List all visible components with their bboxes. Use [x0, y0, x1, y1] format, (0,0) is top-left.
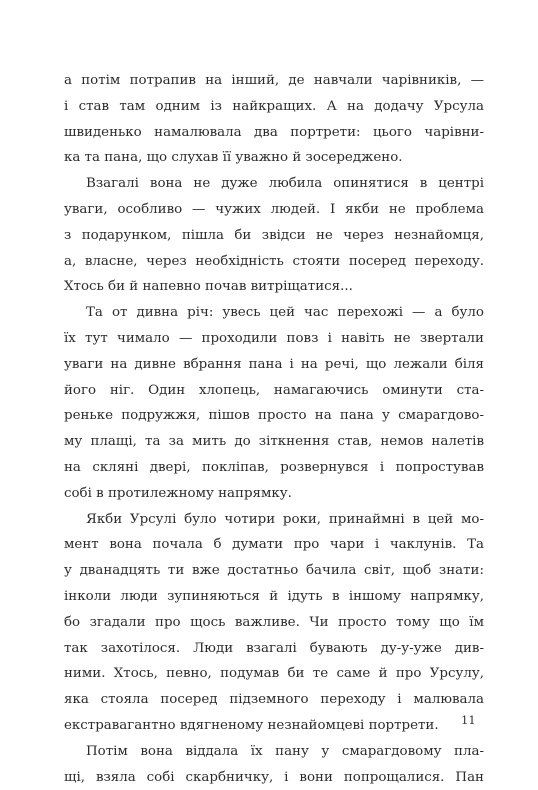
text-line: собі в протилежному напрямку. [64, 485, 292, 501]
text-line: і став там одним із найкращих. А на додачу Урсула [64, 98, 484, 114]
text-line: їх тут чимало — проходили повз і навіть не звертали [64, 330, 484, 346]
page-number: 11 [461, 713, 476, 727]
text-line: з подарунком, пішла би звідси не через незнайомця, [64, 227, 484, 243]
text-line: щі, взяла собі скарбничку, і вони попрощалися. Пан [64, 769, 484, 785]
text-line: ка та пана, що слухав її уважно й зосереджено. [64, 150, 403, 166]
text-line: Якби Урсулі було чотири роки, принаймні в цей мо- [86, 511, 484, 527]
text-line: бо згадали про щось важливе. Чи просто тому що їм [64, 614, 484, 630]
text-line: у дванадцять ти вже достатньо бачила світ, щоб знати: [64, 563, 484, 579]
text-line: мент вона почала б думати про чари і чаклунів. Та [64, 537, 484, 553]
text-line: а, власне, через необхідність стояти посеред переходу. [64, 253, 484, 269]
text-line: на скляні двері, покліпав, розвернувся і попростував [64, 459, 484, 475]
text-line: Потім вона віддала їх пану у смарагдовому пла- [86, 743, 484, 759]
text-line: так захотілося. Люди взагалі бувають ду-у-уже див- [64, 640, 484, 656]
text-line: інколи люди зупиняються й ідуть в іншому напрямку, [64, 588, 484, 604]
text-line: яка стояла посеред підземного переходу і малювала [64, 692, 484, 708]
text-line: уваги на дивне вбрання пана і на речі, що лежали біля [64, 356, 484, 372]
text-line: уваги, особливо — чужих людей. І якби не проблема [64, 201, 484, 217]
text-line: швиденько намалювала два портрети: цього чарівни- [64, 124, 484, 140]
text-line: му плащі, та за мить до зіткнення став, немов налетів [64, 434, 484, 450]
text-line: Та от дивна річ: увесь цей час перехожі — а було [86, 305, 484, 321]
text-line: його ніг. Один хлопець, намагаючись оминути ста- [64, 382, 484, 398]
text-line: а потім потрапив на інший, де навчали чарівників, — [64, 73, 484, 88]
body-text [64, 68, 484, 790]
text-line: екстравагантно вдягненому незнайомцеві портрети. [64, 717, 439, 733]
text-line: ними. Хтось, певно, подумав би те саме й про Урсулу, [64, 666, 484, 682]
text-line: Взагалі вона не дуже любила опинятися в центрі [86, 176, 484, 192]
text-line: Хтось би й напевно почав витріщатися... [64, 279, 353, 295]
text-line: реньке подружжя, пішов просто на пана у смарагдово- [64, 408, 484, 424]
